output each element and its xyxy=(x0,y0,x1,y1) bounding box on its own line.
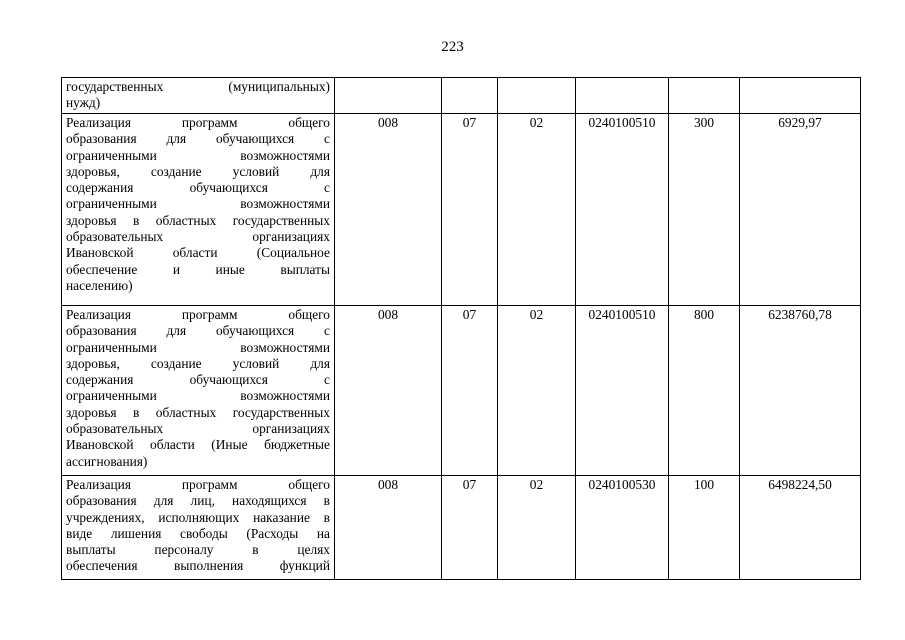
expense-name-line: ограниченными возможностями xyxy=(66,339,330,355)
amount-cell: 6929,97 xyxy=(740,114,861,306)
admin-code-cell: 008 xyxy=(335,476,442,580)
expense-name-line: здоровья, создание условий для xyxy=(66,163,330,179)
expense-name-cell xyxy=(62,476,335,580)
expense-name-line: нужд) xyxy=(66,95,101,111)
expense-type-cell: 100 xyxy=(669,476,740,580)
expense-name-line: здоровья в областных государственных xyxy=(66,404,330,420)
amount-cell xyxy=(740,78,861,114)
expense-name-line: образования для лиц, находящихся в xyxy=(66,493,330,509)
expense-name-line: ассигнования) xyxy=(66,453,148,469)
expense-name-line: Ивановской области (Социальное xyxy=(66,245,330,261)
table-row xyxy=(62,306,861,476)
page-number: 223 xyxy=(441,39,464,55)
section-code-cell: 07 xyxy=(442,476,498,580)
expense-name-line: населению) xyxy=(66,277,133,293)
expense-type-cell: 300 xyxy=(669,114,740,306)
expense-name-line: содержания обучающихся с xyxy=(66,372,330,388)
table-body xyxy=(62,78,861,580)
subsection-code-cell: 02 xyxy=(498,306,576,476)
expense-name-line: Ивановской области (Иные бюджетные xyxy=(66,437,330,453)
expense-name-cell xyxy=(62,78,335,114)
expense-type-cell xyxy=(669,78,740,114)
subsection-code-cell xyxy=(498,78,576,114)
expense-name-line: ограниченными возможностями xyxy=(66,147,330,163)
amount-cell: 6238760,78 xyxy=(740,306,861,476)
target-item-cell xyxy=(576,78,669,114)
expense-name-cell xyxy=(62,306,335,476)
expense-name-line: здоровья, создание условий для xyxy=(66,355,330,371)
expense-name-line: образовательных организациях xyxy=(66,421,330,437)
expense-type-cell: 800 xyxy=(669,306,740,476)
table-row xyxy=(62,114,861,306)
section-code-cell: 07 xyxy=(442,306,498,476)
admin-code-cell: 008 xyxy=(335,306,442,476)
expense-name-line: обеспечение и иные выплаты xyxy=(66,261,330,277)
expense-name-line: ограниченными возможностями xyxy=(66,388,330,404)
expense-name-line: здоровья в областных государственных xyxy=(66,212,330,228)
subsection-code-cell: 02 xyxy=(498,476,576,580)
admin-code-cell xyxy=(335,78,442,114)
target-item-cell: 0240100530 xyxy=(576,476,669,580)
expense-name-line: содержания обучающихся с xyxy=(66,180,330,196)
amount-cell: 6498224,50 xyxy=(740,476,861,580)
table-row xyxy=(62,476,861,580)
expense-name-line: Реализация программ общего xyxy=(66,477,330,492)
expense-name-line: образования для обучающихся с xyxy=(66,131,330,147)
admin-code-cell: 008 xyxy=(335,114,442,306)
expense-name-line: государственных (муниципальных) xyxy=(66,79,330,94)
section-code-cell: 07 xyxy=(442,114,498,306)
target-item-cell: 0240100510 xyxy=(576,306,669,476)
expense-name-line: образования для обучающихся с xyxy=(66,323,330,339)
expense-name-line: Реализация программ общего xyxy=(66,115,330,130)
expense-name-line: обеспечения выполнения функций xyxy=(66,558,330,574)
expense-name-line: учреждениях, исполняющих наказание в xyxy=(66,509,330,525)
subsection-code-cell: 02 xyxy=(498,114,576,306)
expense-name-line: Реализация программ общего xyxy=(66,307,330,322)
budget-table xyxy=(61,77,861,580)
expense-name-line: образовательных организациях xyxy=(66,229,330,245)
expense-name-line: виде лишения свободы (Расходы на xyxy=(66,525,330,541)
target-item-cell: 0240100510 xyxy=(576,114,669,306)
expense-name-line: ограниченными возможностями xyxy=(66,196,330,212)
table-row xyxy=(62,78,861,114)
expense-name-cell xyxy=(62,114,335,306)
section-code-cell xyxy=(442,78,498,114)
expense-name-line: выплаты персоналу в целях xyxy=(66,542,330,558)
